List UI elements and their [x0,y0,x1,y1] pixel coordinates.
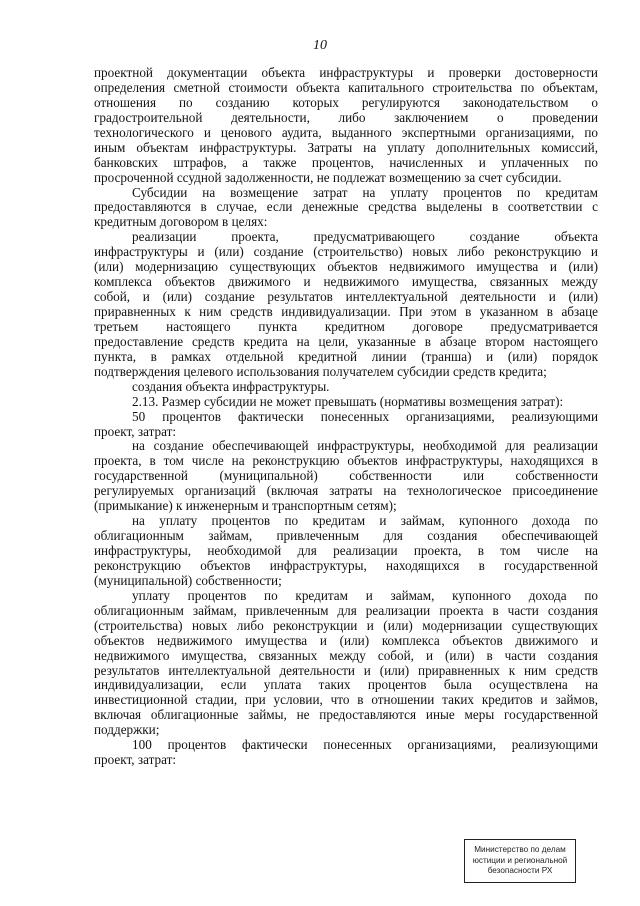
text-line: 2.13. Размер субсидии не может превышать (нормативы возмещения затрат): [132,393,564,409]
text-line: проект, затрат: [94,752,177,768]
text-line: (муниципальной) собственности; [94,572,282,588]
text-line: реализации проекта, предусматривающего создание объекта [132,229,598,245]
text-line: (строительства) новых либо реконструкции и (или) модернизации существующих [94,617,598,633]
stamp-line-2: юстиции и региональной [472,855,568,865]
text-line: просроченной ссудной задолженности, не подлежат возмещению за счет субсидии. [94,169,562,185]
text-line: предоставление средств кредита на цели, указанные в абзаце втором настоящего [94,333,598,349]
text-line: технологического и ценового аудита, выданного экспертными организациями, по [94,124,598,140]
text-line: 100 процентов фактически понесенных организациями, реализующими [132,737,598,753]
text-line: пункта, в рамках отдельной кредитной линии (транша) и (или) порядок [94,348,598,364]
text-line: облигационным займам, привлеченным для реализации проекта в части создания [94,602,598,618]
text-line: объектов недвижимого имущества и (или) комплекса объектов движимого и [94,632,598,648]
stamp-line-1: Министерство по делам [474,845,566,854]
text-line: облигационным займам, привлеченным для создания обеспечивающей [94,528,598,544]
text-line: проекта, в том числе на реконструкцию объектов инфраструктуры, находящихся в [94,453,598,469]
text-line: на уплату процентов по кредитам и займам, купонного дохода по [132,513,598,529]
text-line: поддержки; [94,722,160,738]
text-line: градостроительной деятельности, либо заключением о проведении [94,109,598,125]
text-line: (примыкание) к инженерным и транспортным сетям); [94,498,397,514]
text-line: приравненных к ним средств индивидуализации. При этом в указанном в абзаце [94,304,598,319]
text-line: проектной документации объекта инфраструктуры и проверки достоверности [94,65,598,80]
text-line: включая облигационные займы, не предоставляются иные меры государственной [94,707,598,723]
text-line: инфраструктуры и (или) создание (строительство) новых либо реконструкцию и [94,244,598,260]
text-line: индивидуализации, если уплата таких процентов была осуществлена на [94,677,598,693]
text-line: недвижимого имущества, связанных между собой, и (или) в части создания [94,647,598,663]
text-line: создания объекта инфраструктуры. [132,378,330,394]
text-line: собой, и (или) создание результатов интеллектуальной деятельности и (или) [94,289,598,305]
text-line: Субсидии на возмещение затрат на уплату процентов по кредитам [132,184,598,200]
text-line: подтверждения целевого использования получателем субсидии средств кредита; [94,363,547,379]
text-line: государственной (муниципальной) собственности или собственности [94,468,598,484]
text-line: банковских штрафов, а также процентов, начисленных и уплаченных по [94,154,598,170]
text-line: инфраструктуры, необходимой для реализации проекта, в том числе на [94,543,598,558]
page-number: 10 [313,38,327,53]
text-line: 50 процентов фактически понесенных организациями, реализующими [132,408,598,424]
document-body [94,66,598,768]
text-line: отношения по созданию которых регулируются законодательством о [94,94,598,110]
text-line: определения сметной стоимости объекта капитального строительства по объектам, [94,79,598,95]
stamp-line-3: безопасности РХ [487,866,553,875]
text-line: (или) модернизацию существующих объектов недвижимого имущества и (или) [94,259,598,275]
text-line: комплекса объектов движимого и недвижимого имущества, связанных между [94,274,598,290]
text-line: инвестиционной стадии, при условии, что в отношении таких кредитов и займов, [94,692,598,708]
text-line: на создание обеспечивающей инфраструктуры, необходимой для реализации [132,438,598,454]
text-line: кредитным договором в целях: [94,214,268,230]
text-line: иным объектам инфраструктуры. Затраты на уплату дополнительных комиссий, [94,139,598,155]
text-line: третьем настоящего пункта кредитном договоре предусматривается [94,318,598,334]
text-line: уплату процентов по кредитам и займам, купонного дохода по [132,587,598,603]
text-line: предоставляются в случае, если денежные средства выделены в соответствии с [94,199,598,215]
text-line: регулируемых организаций (включая затраты на технологическое присоединение [94,483,598,499]
text-line: проект, затрат: [94,423,177,439]
text-line: реконструкцию объектов инфраструктуры, находящихся в государственной [94,557,598,573]
text-line: результатов интеллектуальной деятельности и (или) приравненных к ним средств [94,662,598,678]
ministry-stamp [464,839,576,883]
